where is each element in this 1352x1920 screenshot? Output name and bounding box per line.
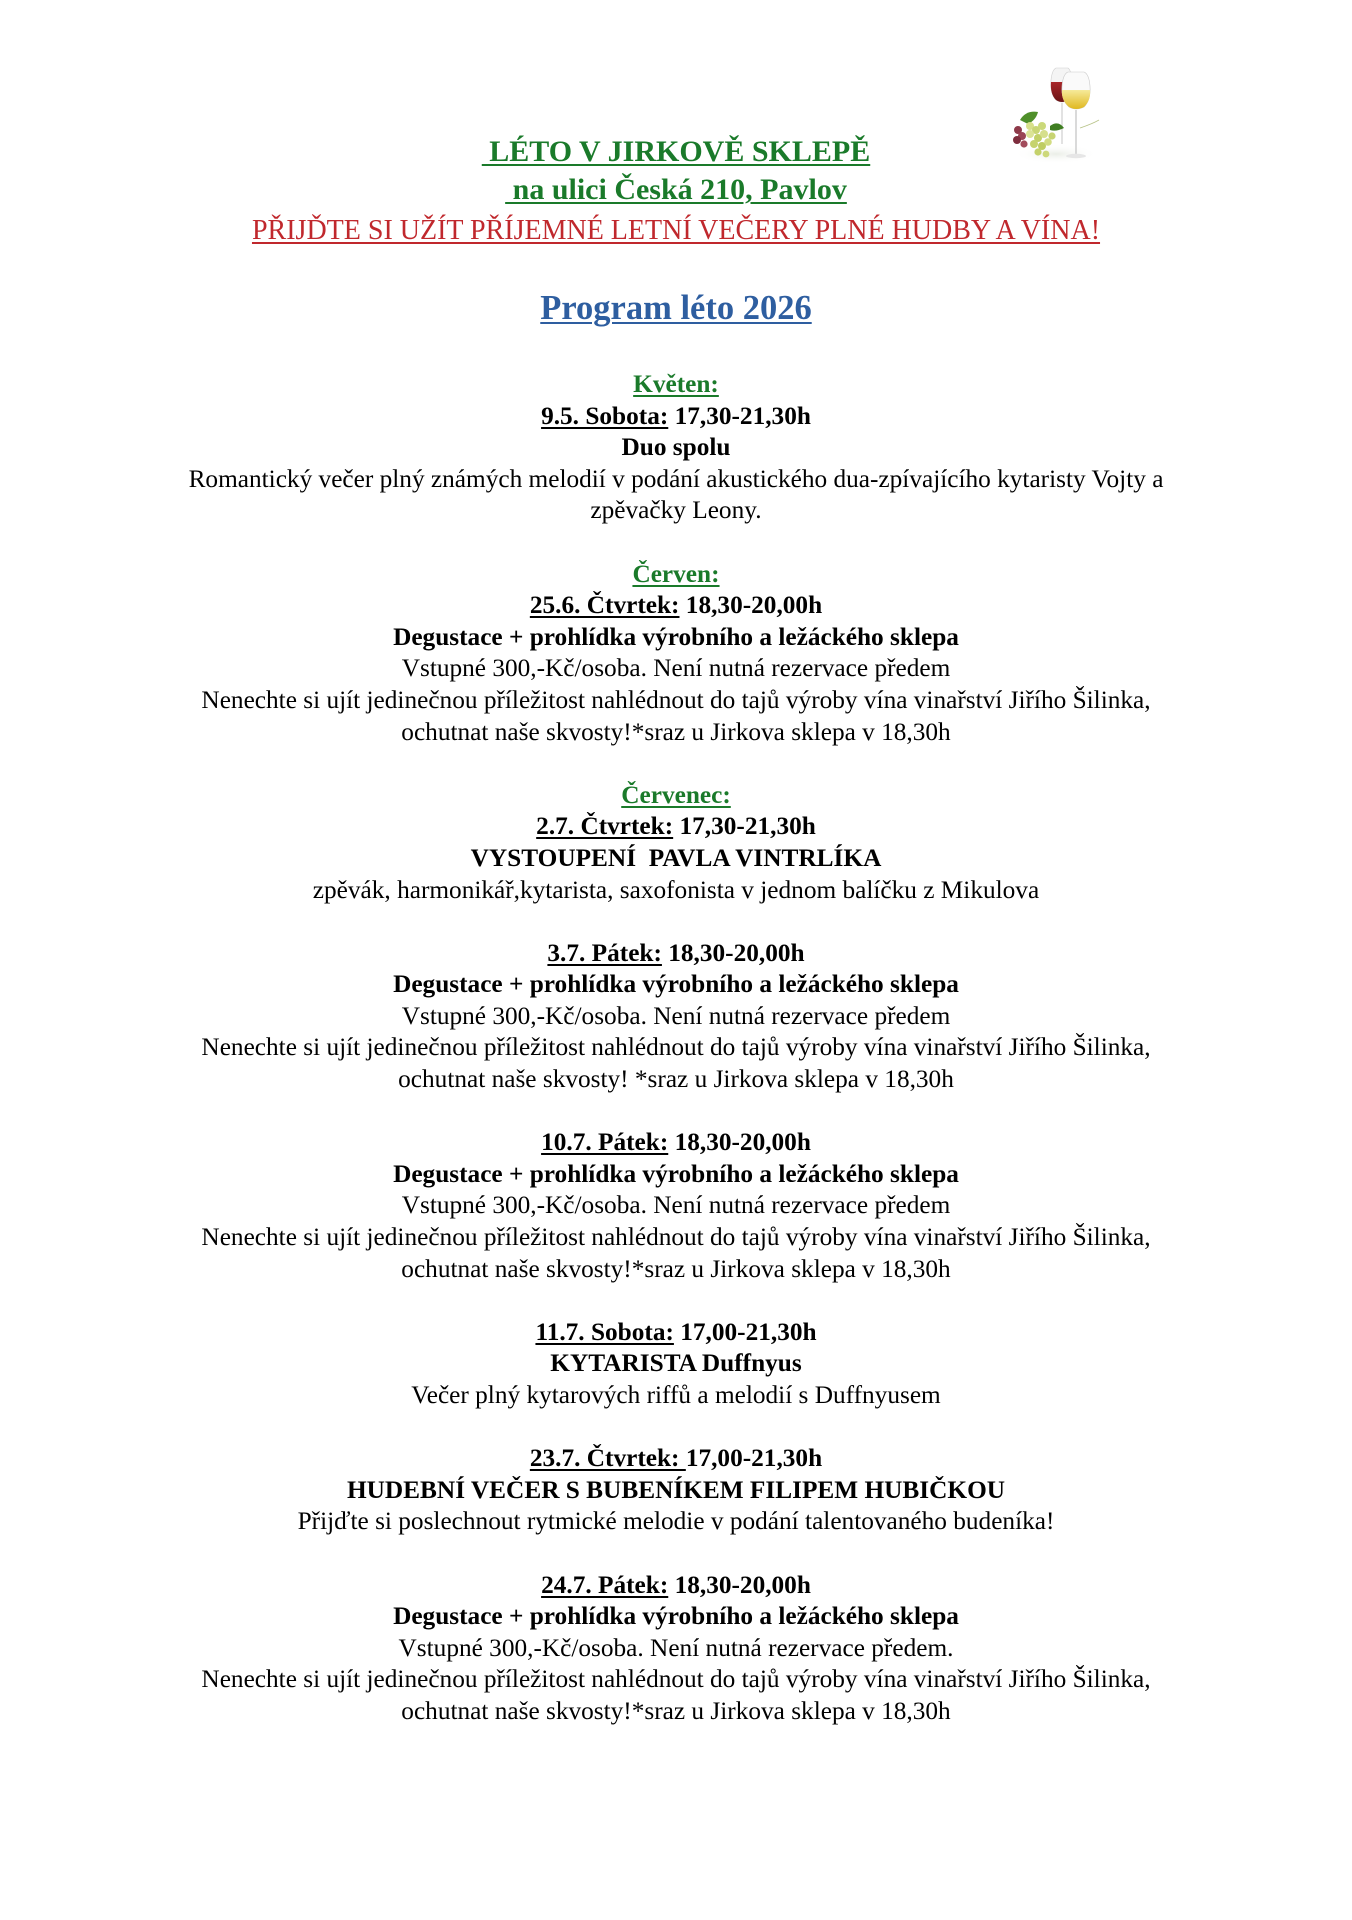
event-description: Vstupné 300,-Kč/osoba. Není nutná rezervace předem: [401, 654, 951, 683]
event-title: VYSTOUPENÍ PAVLA VINTRLÍKA: [470, 843, 882, 872]
spacer: [0, 906, 1352, 938]
event-date: 9.5. Sobota:: [541, 401, 669, 430]
tagline-text: PŘIJĎTE SI UŽÍT PŘÍJEMNÉ LETNÍ VEČERY PLNÉ HUDBY A VÍNA!: [251, 215, 1101, 246]
event-date: 10.7. Pátek:: [541, 1128, 669, 1157]
event: [0, 1443, 1352, 1538]
spacer: [0, 527, 1352, 559]
event-date: 3.7. Pátek:: [547, 938, 662, 967]
event-date-line: [0, 938, 1352, 970]
event-date-line: [0, 1317, 1352, 1349]
event-time: 17,00-21,30h: [673, 1317, 817, 1346]
event-date: 23.7. Čtvrtek:: [529, 1444, 686, 1473]
event-date: 2.7. Čtvrtek:: [536, 812, 674, 841]
event-time: 17,30-21,30h: [668, 401, 811, 430]
event-description: Vstupné 300,-Kč/osoba. Není nutná rezervace předem.: [398, 1633, 954, 1662]
program-list: [0, 369, 1352, 1728]
event-description: Nenechte si ujít jedinečnou příležitost nahlédnout do tajů výroby vína vinařství Jiřího Šilinka,: [201, 1223, 1151, 1252]
event-description: Vstupné 300,-Kč/osoba. Není nutná rezervace předem: [401, 1001, 951, 1030]
month-name: Červen:: [632, 559, 720, 588]
event-date-line: [0, 590, 1352, 622]
event-date: 11.7. Sobota:: [535, 1317, 674, 1346]
event: [0, 938, 1352, 1096]
event-title: Degustace + prohlídka výrobního a ležáckého sklepa: [393, 1159, 959, 1188]
event: [0, 401, 1352, 527]
address-text: na ulici Česká 210, Pavlov: [505, 173, 847, 206]
event-description: ochutnat naše skvosty!*sraz u Jirkova sklepa v 18,30h: [401, 1696, 951, 1725]
event-description: Nenechte si ujít jedinečnou příležitost nahlédnout do tajů výroby vína vinařství Jiřího Šilinka,: [201, 1665, 1151, 1694]
event-title: KYTARISTA Duffnyus: [550, 1349, 802, 1378]
event-description: Vstupné 300,-Kč/osoba. Není nutná rezervace předem: [401, 1191, 951, 1220]
event-time: 18,30-20,00h: [661, 938, 805, 967]
shadow-shape: [1014, 144, 1098, 164]
event-time: 17,00-21,30h: [685, 1444, 823, 1473]
month-name: Červenec:: [621, 780, 731, 809]
event-time: 18,30-20,00h: [668, 1570, 811, 1599]
event-date-line: [0, 1443, 1352, 1475]
program-title-text: Program léto 2026: [540, 289, 812, 327]
event-date-line: [0, 811, 1352, 843]
event-description: ochutnat naše skvosty! *sraz u Jirkova sklepa v 18,30h: [398, 1065, 954, 1094]
event: [0, 1317, 1352, 1412]
event-description: Nenechte si ujít jedinečnou příležitost nahlédnout do tajů výroby vína vinařství Jiřího Šilinka,: [201, 685, 1151, 714]
event-date-line: [0, 401, 1352, 433]
event-title: Degustace + prohlídka výrobního a ležáckého sklepa: [393, 1602, 959, 1631]
event-description: Romantický večer plný známých melodií v podání akustického dua-zpívajícího kytaristy Vojty a: [188, 464, 1164, 493]
page-title: [0, 134, 1352, 170]
month-heading: [0, 369, 1352, 401]
event-date-line: [0, 1570, 1352, 1602]
event-date-line: [0, 1127, 1352, 1159]
month-heading: [0, 559, 1352, 591]
spacer: [0, 1285, 1352, 1317]
program-title: [0, 288, 1352, 328]
spacer: [0, 1096, 1352, 1128]
wine-glasses-image: [1000, 58, 1112, 173]
tagline: [0, 214, 1352, 248]
spacer: [0, 748, 1352, 780]
address: [0, 172, 1352, 208]
event-title: HUDEBNÍ VEČER S BUBENÍKEM FILIPEM HUBIČKOU: [346, 1475, 1006, 1504]
event: [0, 590, 1352, 748]
event-description: zpěvačky Leony.: [590, 496, 762, 525]
event-date: 24.7. Pátek:: [541, 1570, 669, 1599]
spacer: [0, 1412, 1352, 1444]
event-time: 18,30-20,00h: [668, 1128, 811, 1157]
event: [0, 1127, 1352, 1285]
event-description: ochutnat naše skvosty!*sraz u Jirkova sklepa v 18,30h: [401, 717, 951, 746]
event: [0, 1570, 1352, 1728]
event-description: zpěvák, harmonikář,kytarista, saxofonista v jednom balíčku z Mikulova: [312, 875, 1040, 904]
event-title: Degustace + prohlídka výrobního a ležáckého sklepa: [393, 622, 959, 651]
event-description: Večer plný kytarových riffů a melodií s Duffnyusem: [411, 1381, 941, 1409]
event-time: 18,30-20,00h: [679, 591, 823, 620]
page-title-text: LÉTO V JIRKOVĚ SKLEPĚ: [481, 135, 871, 168]
event: [0, 811, 1352, 906]
month-name: Květen:: [633, 370, 719, 398]
event-description: Přijďte si poslechnout rytmické melodie v podání talentovaného budeníka!: [297, 1507, 1055, 1536]
event-date: 25.6. Čtvrtek:: [529, 591, 680, 620]
event-time: 17,30-21,30h: [673, 812, 816, 841]
event-description: Nenechte si ujít jedinečnou příležitost nahlédnout do tajů výroby vína vinařství Jiřího Šilinka,: [201, 1033, 1151, 1062]
spacer: [0, 1538, 1352, 1570]
event-title: Degustace + prohlídka výrobního a ležáckého sklepa: [393, 970, 959, 999]
event-description: ochutnat naše skvosty!*sraz u Jirkova sklepa v 18,30h: [401, 1254, 951, 1283]
event-title: Duo spolu: [621, 433, 731, 462]
month-heading: [0, 780, 1352, 812]
